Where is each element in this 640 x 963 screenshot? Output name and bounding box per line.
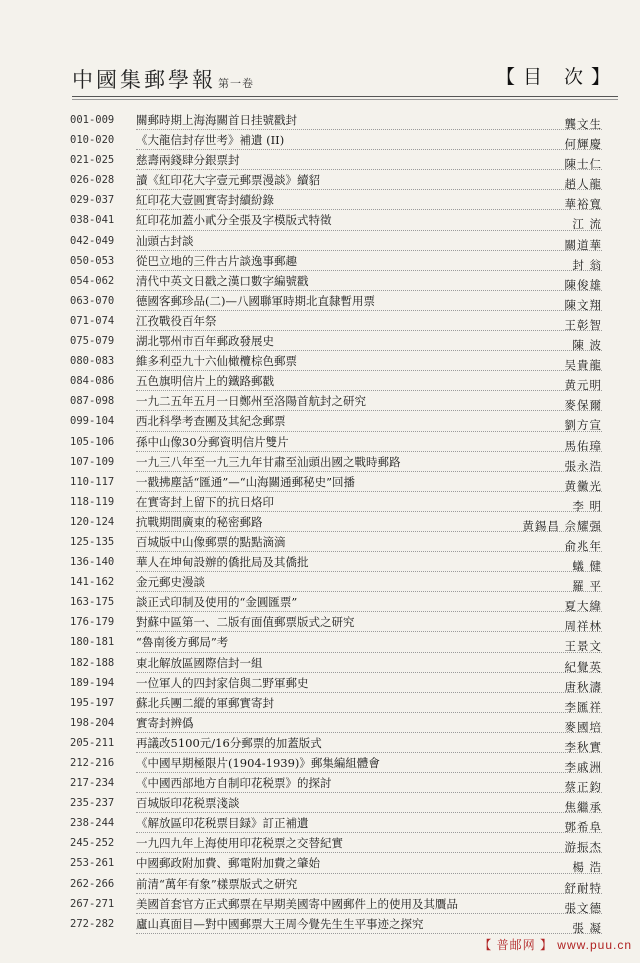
toc-entry[interactable] bbox=[70, 673, 602, 693]
toc-author: 蔡正鈞 bbox=[564, 780, 602, 795]
toc-author: 黄元明 bbox=[564, 378, 602, 393]
toc-author: 紀覺英 bbox=[564, 659, 602, 674]
toc-author: 楊 浩 bbox=[572, 860, 602, 875]
toc-page-range: 084-086 bbox=[70, 375, 115, 388]
toc-entry[interactable] bbox=[70, 251, 602, 271]
toc-article-title: 五色旗明信片上的鐵路郵戳 bbox=[136, 374, 274, 389]
toc-entry[interactable] bbox=[70, 552, 602, 572]
toc-author: 張 凝 bbox=[572, 920, 602, 935]
toc-page-range: 050-053 bbox=[70, 254, 115, 267]
toc-entry[interactable] bbox=[70, 512, 602, 532]
toc-entry[interactable] bbox=[70, 532, 602, 552]
toc-page-range: 189-194 bbox=[70, 676, 115, 689]
toc-article-title: 華人在坤甸設辦的僑批局及其僑批 bbox=[136, 555, 309, 570]
toc-article-title: 蘇北兵團二縱的軍郵實寄封 bbox=[136, 695, 274, 710]
toc-article-title: 西北科學考查團及其紀念郵票 bbox=[136, 414, 286, 429]
toc-article-title: 清代中英文日戳之漢口數字編號戳 bbox=[136, 273, 309, 288]
toc-article-title: 《中國早期極限片(1904-1939)》郵集編組體會 bbox=[136, 756, 380, 770]
toc-article-title: 再議改5100元/16分郵票的加蓋版式 bbox=[136, 735, 322, 750]
toc-author: 麥保爾 bbox=[564, 398, 602, 413]
toc-article-title: 一戳拂塵話“匯通”—“山海關通郵秘史”回播 bbox=[136, 474, 356, 489]
toc-article-title: 紅印花加蓋小貳分全張及字模版式特徵 bbox=[136, 213, 332, 228]
table-of-contents bbox=[70, 110, 602, 934]
toc-author: 蟻 健 bbox=[572, 559, 602, 574]
toc-entry[interactable] bbox=[70, 592, 602, 612]
toc-entry[interactable] bbox=[70, 210, 602, 230]
toc-entry[interactable] bbox=[70, 753, 602, 773]
toc-entry[interactable] bbox=[70, 170, 602, 190]
toc-page-range: 245-252 bbox=[70, 837, 115, 850]
toc-author: 舒耐特 bbox=[564, 880, 602, 895]
toc-page-range: 195-197 bbox=[70, 696, 115, 709]
toc-article-title: 一九三八年至一九三九年甘肅至汕頭出國之戰時郵路 bbox=[136, 454, 401, 469]
toc-article-title: 廬山真面目—對中國郵票大王周今覺先生生平事迹之探究 bbox=[136, 916, 424, 931]
toc-entry[interactable] bbox=[70, 452, 602, 472]
toc-page-range: 205-211 bbox=[70, 736, 115, 749]
toc-article-title: 汕頭古封談 bbox=[136, 233, 194, 248]
toc-page-range: 110-117 bbox=[70, 475, 115, 488]
toc-author: 龔文生 bbox=[564, 117, 602, 131]
toc-article-title: 美國首套官方正式郵票在早期美國寄中國郵件上的使用及其贋品 bbox=[136, 896, 458, 911]
toc-page-range: 272-282 bbox=[70, 917, 115, 930]
toc-page-range: 042-049 bbox=[70, 234, 115, 247]
toc-article-title: 金元郵史漫談 bbox=[136, 575, 205, 590]
toc-page-range: 182-188 bbox=[70, 656, 115, 669]
toc-author: 張文德 bbox=[564, 900, 602, 915]
toc-article-title: 《解放區印花税票目録》訂正補遺 bbox=[136, 816, 309, 831]
toc-page-range: 001-009 bbox=[70, 114, 115, 126]
toc-entry[interactable] bbox=[70, 813, 602, 833]
toc-article-title: 東北解放區國際信封一組 bbox=[136, 655, 263, 670]
toc-article-title: 一位軍人的四封家信與二野軍郵史 bbox=[136, 675, 309, 690]
toc-page-range: 118-119 bbox=[70, 495, 115, 508]
toc-author: 陳文翔 bbox=[564, 297, 602, 312]
toc-entry[interactable] bbox=[70, 411, 602, 431]
toc-page-range: 141-162 bbox=[70, 576, 115, 589]
toc-article-title: 孫中山像30分郵資明信片雙片 bbox=[136, 434, 289, 449]
toc-article-title: 談正式印制及使用的“金圓匯票” bbox=[136, 595, 298, 610]
toc-entry[interactable] bbox=[70, 733, 602, 753]
toc-page-range: 021-025 bbox=[70, 154, 115, 167]
toc-entry[interactable] bbox=[70, 291, 602, 311]
toc-article-title: 慈壽兩錢肆分銀票封 bbox=[136, 153, 240, 168]
toc-author: 馬佑璋 bbox=[564, 438, 602, 453]
toc-entry[interactable] bbox=[70, 150, 602, 170]
toc-page-range: 180-181 bbox=[70, 636, 115, 649]
toc-author: 張永浩 bbox=[564, 458, 602, 473]
toc-author: 封 翁 bbox=[572, 257, 602, 272]
toc-entry[interactable] bbox=[70, 653, 602, 673]
toc-author: 王彰智 bbox=[564, 317, 602, 332]
toc-article-title: 江孜戰役百年祭 bbox=[136, 313, 217, 328]
toc-article-title: 維多利亞九十六仙橄欖棕色郵票 bbox=[136, 354, 297, 369]
toc-author: 羅 平 bbox=[572, 579, 602, 594]
toc-author: 李 明 bbox=[572, 498, 602, 513]
toc-page-range: 107-109 bbox=[70, 455, 115, 468]
toc-page-range: 217-234 bbox=[70, 777, 115, 790]
toc-author: 夏大緯 bbox=[564, 599, 602, 614]
toc-entry[interactable] bbox=[70, 833, 602, 853]
toc-article-title: 在實寄封上留下的抗日烙印 bbox=[136, 494, 274, 509]
toc-article-title: 湖北鄂州市百年郵政發展史 bbox=[136, 334, 274, 349]
toc-entry[interactable] bbox=[70, 130, 602, 150]
toc-author: 黄黴光 bbox=[564, 478, 602, 493]
toc-article-title: 紅印花大壹圓實寄封續紛錄 bbox=[136, 193, 274, 208]
journal-name: 中國集郵學報 bbox=[72, 68, 216, 92]
toc-article-title: 一九四九年上海使用印花税票之交替紀實 bbox=[136, 836, 343, 851]
toc-article-title: 實寄封辨僞 bbox=[136, 715, 194, 730]
toc-page-range: 026-028 bbox=[70, 174, 115, 187]
toc-page-range: 238-244 bbox=[70, 817, 115, 830]
toc-entry[interactable] bbox=[70, 492, 602, 512]
toc-entry[interactable] bbox=[70, 793, 602, 813]
toc-author: 焦繼承 bbox=[564, 800, 602, 815]
toc-page-range: 212-216 bbox=[70, 757, 115, 769]
toc-author: 鄧希阜 bbox=[564, 820, 602, 835]
toc-article-title: 一九二五年五月一日鄭州至洛陽首航封之研究 bbox=[136, 394, 366, 409]
toc-author: 吴貴龍 bbox=[564, 358, 602, 373]
toc-entry[interactable] bbox=[70, 472, 602, 492]
toc-entry[interactable] bbox=[70, 331, 602, 351]
toc-entry[interactable] bbox=[70, 874, 602, 894]
toc-author: 王景文 bbox=[564, 639, 602, 654]
toc-page-range: 071-074 bbox=[70, 314, 115, 327]
toc-entry[interactable] bbox=[70, 311, 602, 331]
toc-author: 李秋實 bbox=[564, 739, 602, 754]
toc-entry[interactable] bbox=[70, 110, 602, 130]
toc-author: 關道華 bbox=[564, 237, 602, 252]
toc-author: 陳士仁 bbox=[564, 157, 602, 172]
toc-article-title: 前清“萬年有象”樣票版式之研究 bbox=[136, 876, 298, 891]
toc-entry[interactable] bbox=[70, 271, 602, 291]
toc-page-range: 125-135 bbox=[70, 535, 115, 548]
toc-entry[interactable] bbox=[70, 190, 602, 210]
toc-entry[interactable] bbox=[70, 894, 602, 914]
toc-entry[interactable] bbox=[70, 231, 602, 251]
toc-author: 游振杰 bbox=[564, 840, 602, 855]
toc-page-range: 105-106 bbox=[70, 435, 115, 448]
toc-article-title: 中國郵政附加費、郵電附加費之肇始 bbox=[136, 856, 320, 871]
toc-page-range: 198-204 bbox=[70, 716, 115, 729]
toc-author: 趙人龍 bbox=[564, 177, 602, 192]
toc-article-title: 抗戰期間廣東的秘密郵路 bbox=[136, 514, 263, 529]
toc-page-range: 235-237 bbox=[70, 797, 115, 810]
toc-page-range: 176-179 bbox=[70, 616, 115, 629]
toc-entry[interactable] bbox=[70, 914, 602, 934]
toc-article-title: 德國客郵珍品(二)—八國聯軍時期北直隸暫用票 bbox=[136, 293, 375, 308]
toc-article-title: 《大龍信封存世考》補遺 (II) bbox=[136, 133, 285, 148]
toc-page-range: 099-104 bbox=[70, 415, 115, 428]
toc-page-range: 136-140 bbox=[70, 556, 115, 569]
toc-entry[interactable] bbox=[70, 773, 602, 793]
toc-author: 華裕寬 bbox=[564, 197, 602, 212]
toc-page-range: 262-266 bbox=[70, 877, 115, 890]
volume-label: 第一卷 bbox=[218, 77, 254, 90]
toc-page-range: 163-175 bbox=[70, 596, 115, 609]
contents-heading: 【目 次】 bbox=[495, 66, 618, 88]
toc-article-title: “魯南後方郵局”考 bbox=[136, 635, 229, 650]
toc-entry[interactable] bbox=[70, 432, 602, 452]
page-header bbox=[72, 58, 618, 98]
toc-article-title: 從巴立地的三件古片談逸事郵趣 bbox=[136, 253, 297, 268]
header-rule bbox=[72, 96, 618, 100]
toc-page-range: 253-261 bbox=[70, 857, 115, 870]
toc-entry[interactable] bbox=[70, 713, 602, 733]
toc-entry[interactable] bbox=[70, 612, 602, 632]
toc-entry[interactable] bbox=[70, 391, 602, 411]
toc-article-title: 讀《紅印花大字壹元郵票漫談》續貂 bbox=[136, 173, 320, 188]
toc-entry[interactable] bbox=[70, 572, 602, 592]
toc-page-range: 087-098 bbox=[70, 395, 115, 408]
toc-author: 唐秋濤 bbox=[564, 679, 602, 694]
toc-entry[interactable] bbox=[70, 351, 602, 371]
toc-article-title: 對蘇中區第一、二版有面值郵票版式之研究 bbox=[136, 615, 355, 630]
toc-page-range: 267-271 bbox=[70, 897, 115, 910]
toc-article-title: 《中國西部地方自制印花税票》的探討 bbox=[136, 776, 332, 791]
toc-author: 俞兆年 bbox=[564, 538, 602, 553]
toc-author: 麥國培 bbox=[564, 719, 602, 734]
toc-author: 陳 波 bbox=[572, 338, 602, 353]
toc-page-range: 075-079 bbox=[70, 335, 115, 348]
toc-page-range: 029-037 bbox=[70, 194, 115, 207]
toc-author: 周祥林 bbox=[564, 619, 602, 634]
toc-page-range: 120-124 bbox=[70, 515, 115, 528]
toc-page-range: 063-070 bbox=[70, 294, 115, 307]
toc-author: 陳俊雄 bbox=[564, 277, 602, 292]
toc-page-range: 010-020 bbox=[70, 134, 115, 147]
toc-author: 江 流 bbox=[572, 217, 602, 232]
toc-author: 李戚洲 bbox=[564, 760, 602, 774]
toc-entry[interactable] bbox=[70, 853, 602, 873]
toc-entry[interactable] bbox=[70, 632, 602, 652]
toc-author: 劉方宣 bbox=[564, 418, 602, 433]
site-watermark: 【 普邮网 】 www.puu.cn bbox=[479, 938, 632, 952]
toc-author: 何輝慶 bbox=[564, 137, 602, 152]
toc-author: 李匯祥 bbox=[564, 699, 602, 714]
toc-page-range: 054-062 bbox=[70, 274, 115, 287]
toc-page-range: 080-083 bbox=[70, 355, 115, 368]
toc-article-title: 百城版印花税票淺談 bbox=[136, 796, 240, 811]
toc-author: 黄錫昌 佘耀强 bbox=[522, 518, 602, 533]
toc-article-title: 百城版中山像郵票的點點滴滴 bbox=[136, 534, 286, 549]
toc-entry[interactable] bbox=[70, 693, 602, 713]
toc-entry[interactable] bbox=[70, 371, 602, 391]
journal-title bbox=[72, 64, 254, 94]
toc-article-title: 關郵時期上海海關首日挂號戳封 bbox=[136, 113, 297, 127]
toc-page-range: 038-041 bbox=[70, 214, 115, 227]
